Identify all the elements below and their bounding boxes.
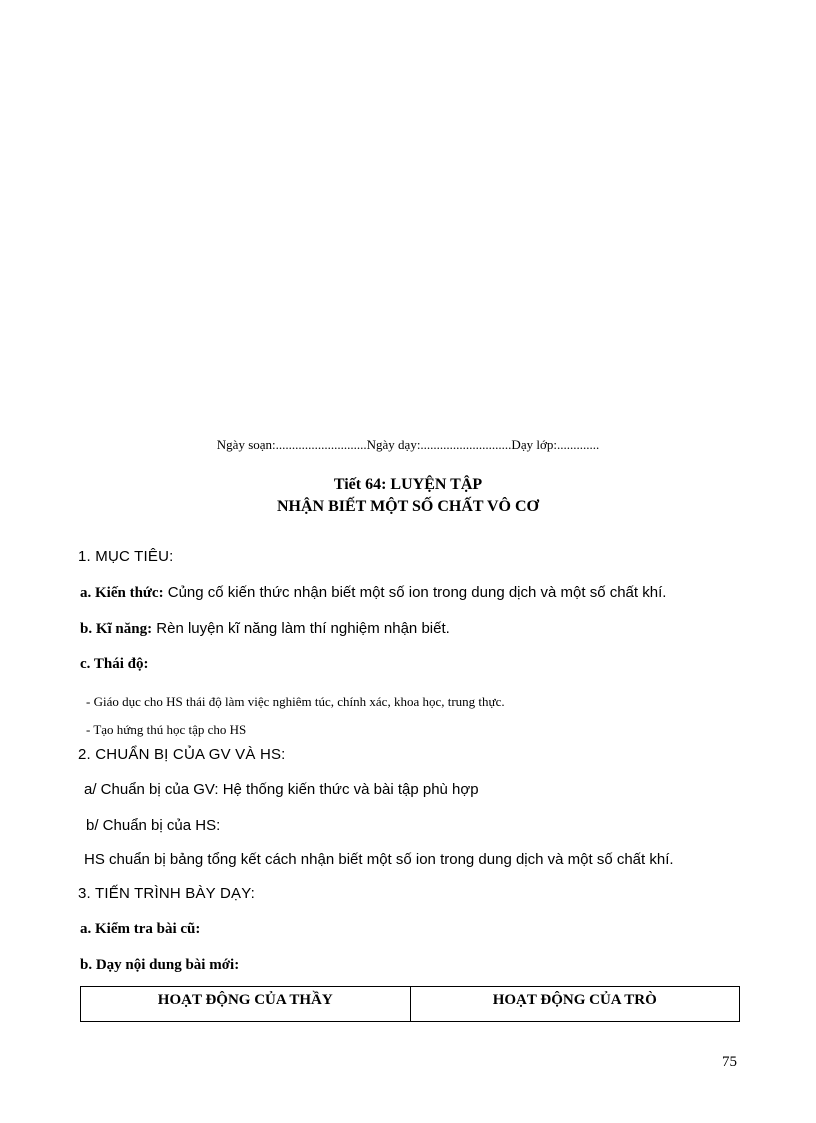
student-activity-header: HOẠT ĐỘNG CỦA TRÒ bbox=[410, 987, 740, 1021]
skill-line bbox=[80, 620, 450, 638]
attitude-label: c. Thái độ: bbox=[80, 656, 149, 672]
page-number: 75 bbox=[722, 1054, 737, 1070]
skill-text: Rèn luyện kĩ năng làm thí nghiệm nhận biết. bbox=[152, 620, 450, 637]
new-lesson bbox=[80, 956, 239, 974]
teacher-activity-header: HOẠT ĐỘNG CỦA THẦY bbox=[157, 992, 333, 1008]
new-lesson-label: b. Dạy nội dung bài mới: bbox=[80, 957, 240, 973]
check-old-lesson-label: a. Kiểm tra bài cũ: bbox=[80, 921, 201, 937]
student-prep-label: b/ Chuẩn bị của HS: bbox=[86, 817, 221, 834]
activity-table bbox=[80, 986, 740, 1022]
attitude-item: - Giáo dục cho HS thái độ làm việc nghiêm túc, chính xác, khoa học, trung thực. bbox=[86, 694, 505, 709]
knowledge-text: Củng cố kiến thức nhận biết một số ion trong dung dịch và một số chất khí. bbox=[163, 584, 667, 601]
lesson-title: Tiết 64: LUYỆN TẬP bbox=[333, 476, 483, 493]
knowledge-line bbox=[80, 584, 666, 602]
knowledge-label: a. Kiến thức: bbox=[80, 585, 164, 601]
student-prep-text: HS chuẩn bị bảng tổng kết cách nhận biết một số ion trong dung dịch và một số chất khí. bbox=[84, 851, 674, 868]
teacher-prep: a/ Chuẩn bị của GV: Hệ thống kiến thức và bài tập phù hợp bbox=[84, 781, 479, 798]
section-preparation-heading: 2. CHUẨN BỊ CỦA GV VÀ HS: bbox=[78, 746, 286, 763]
section-objectives-heading: 1. MỤC TIÊU: bbox=[78, 548, 174, 565]
skill-label: b. Kĩ năng: bbox=[80, 621, 153, 637]
lesson-subtitle: NHẬN BIẾT MỘT SỐ CHẤT VÔ CƠ bbox=[277, 498, 539, 515]
check-old-lesson bbox=[80, 920, 200, 938]
date-line: Ngày soạn:............................Ngày dạy:............................Dạy lớp:............. bbox=[216, 437, 600, 452]
attitude-line bbox=[80, 655, 149, 673]
section-process-heading: 3. TIẾN TRÌNH BÀY DẠY: bbox=[78, 885, 255, 902]
attitude-item: - Tạo hứng thú học tập cho HS bbox=[86, 722, 247, 737]
